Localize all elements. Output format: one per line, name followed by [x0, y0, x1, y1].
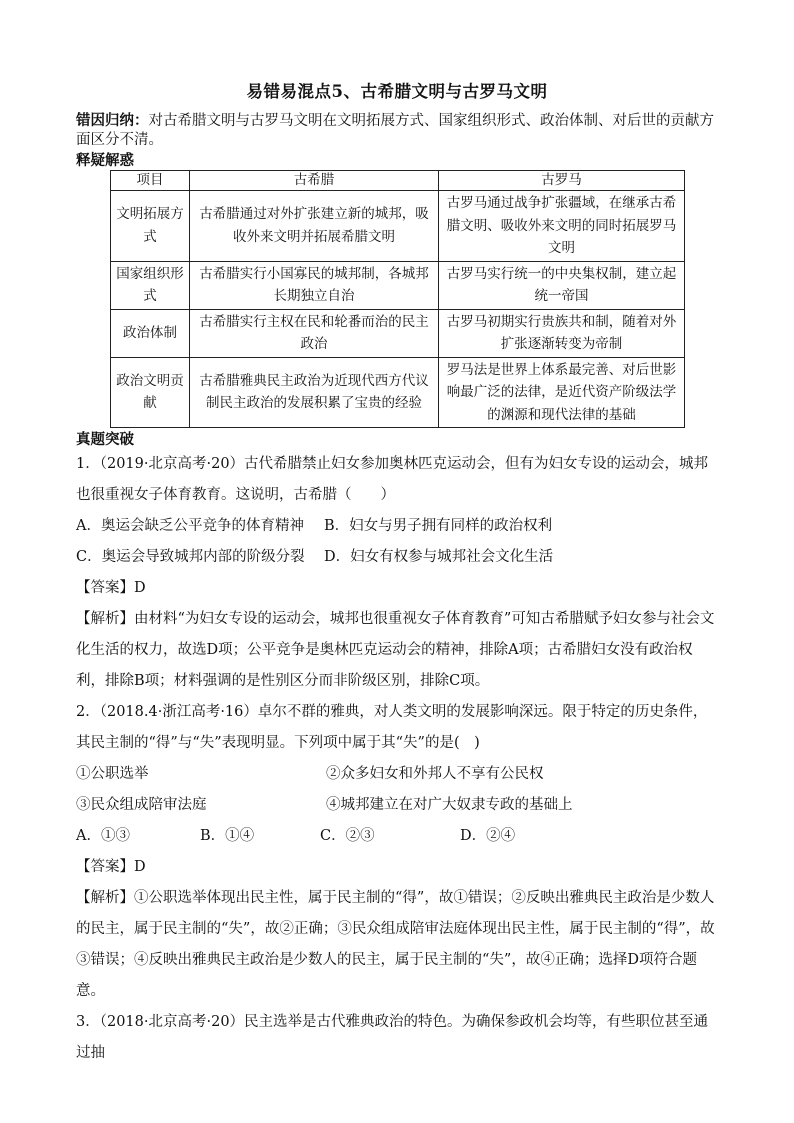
intro-paragraph — [76, 111, 718, 150]
question-1-option-b: B．妇女与男子拥有同样的政治权利 — [324, 518, 553, 534]
question-2-option-d: D．②④ — [460, 828, 516, 844]
answer-label: 【答案】 — [76, 859, 134, 875]
analysis-text: 由材料“为妇女专设的运动会，城邦也很重视女子体育教育”可知古希腊赋予妇女参与社会文化生活的权力，故选D项；公平竞争是奥林匹克运动会的精神，排除A项；古希腊妇女没有政治权利，排除B项；材料强调的是性别区分而非阶级区别，排除C项。 — [76, 611, 715, 689]
answer-value: D — [134, 580, 146, 596]
question-1-answer — [76, 573, 718, 604]
analysis-label: 【解析】 — [76, 611, 134, 627]
question-1-option-d: D．妇女有权参与城邦社会文化生活 — [324, 549, 554, 565]
question-2-answer — [76, 852, 718, 883]
row-greece: 古希腊实行主权在民和轮番而治的民主政治 — [190, 309, 439, 357]
question-2-option-c: C．②③ — [320, 828, 375, 844]
intro-text: 对古希腊文明与古罗马文明在文明拓展方式、国家组织形式、政治体制、对后世的贡献方面区分不清。 — [76, 113, 714, 148]
question-2-statements-row-1 — [76, 759, 718, 790]
question-1-options-row-1 — [76, 511, 718, 542]
header-item: 项目 — [111, 171, 190, 191]
row-greece: 古希腊雅典民主政治为近现代西方代议制民主政治的发展积累了宝贵的经验 — [190, 357, 439, 428]
section-heading-explain: 释疑解惑 — [76, 152, 134, 169]
question-1-stem: 1．（2019·北京高考·20）古代希腊禁止妇女参加奥林匹克运动会，但有为妇女专设的运动会，城邦也很重视女子体育教育。这说明，古希腊（ ） — [76, 456, 709, 503]
table-header-row — [111, 171, 685, 191]
document-page — [76, 78, 718, 1069]
row-item: 文明拓展方式 — [111, 191, 190, 262]
question-2-analysis — [76, 883, 718, 1007]
question-1-analysis — [76, 604, 718, 697]
row-greece: 古希腊通过对外扩张建立新的城邦，吸收外来文明并拓展希腊文明 — [190, 191, 439, 262]
row-rome: 罗马法是世界上体系最完善、对后世影响最广泛的法律，是近代资产阶级法学的渊源和现代法律的基础 — [439, 357, 685, 428]
question-2-stem: 2．（2018.4·浙江高考·16）卓尔不群的雅典，对人类文明的发展影响深远。限于特定的历史条件，其民主制的“得”与“失”表现明显。下列项中属于其“失”的是( ) — [76, 704, 708, 751]
statement-3: ③民众组成陪审法庭 — [76, 797, 207, 813]
intro-label: 错因归纳： — [76, 112, 149, 129]
row-rome: 古罗马初期实行贵族共和制，随着对外扩张逐渐转变为帝制 — [439, 309, 685, 357]
row-item: 政治文明贡献 — [111, 357, 190, 428]
header-greece: 古希腊 — [190, 171, 439, 191]
statement-1: ①公职选举 — [76, 766, 149, 782]
question-2-option-b: B．①④ — [200, 828, 255, 844]
row-item: 政治体制 — [111, 309, 190, 357]
question-3-stem: 3．（2018·北京高考·20）民主选举是古代雅典政治的特色。为确保参政机会均等，有些职位甚至通过抽 — [76, 1014, 709, 1061]
question-1-option-a: A．奥运会缺乏公平竞争的体育精神 — [76, 518, 304, 534]
question-2-options-row — [76, 821, 718, 852]
question-2-option-a: A．①③ — [76, 828, 130, 844]
page-title: 易错易混点5、古希腊文明与古罗马文明 — [246, 82, 548, 101]
question-2-statements-row-2 — [76, 790, 718, 821]
statement-2: ②众多妇女和外邦人不享有公民权 — [326, 766, 544, 782]
row-greece: 古希腊实行小国寡民的城邦制，各城邦长期独立自治 — [190, 261, 439, 309]
comparison-table — [110, 170, 685, 428]
table-row — [111, 261, 685, 309]
answer-value: D — [134, 859, 146, 875]
analysis-label: 【解析】 — [76, 890, 134, 906]
table-row — [111, 309, 685, 357]
answer-label: 【答案】 — [76, 580, 134, 596]
row-item: 国家组织形式 — [111, 261, 190, 309]
table-row — [111, 357, 685, 428]
header-rome: 古罗马 — [439, 171, 685, 191]
row-rome: 古罗马通过战争扩张疆域，在继承古希腊文明、吸收外来文明的同时拓展罗马文明 — [439, 191, 685, 262]
row-rome: 古罗马实行统一的中央集权制，建立起统一帝国 — [439, 261, 685, 309]
statement-4: ④城邦建立在对广大奴隶专政的基础上 — [326, 797, 573, 813]
section-heading-practice: 真题突破 — [76, 431, 134, 448]
analysis-text: ①公职选举体现出民主性，属于民主制的“得”，故①错误；②反映出雅典民主政治是少数人的民主，属于民主制的“失”，故②正确；③民众组成陪审法庭体现出民主性，属于民主制的“得”，故③错误；④反映出雅典民主政治是少数人的民主，属于民主制的“失”，故④正确；选择D项符合题意。 — [76, 890, 715, 999]
question-1-options-row-2 — [76, 542, 718, 573]
question-1-option-c: C．奥运会导致城邦内部的阶级分裂 — [76, 549, 305, 565]
table-row — [111, 191, 685, 262]
